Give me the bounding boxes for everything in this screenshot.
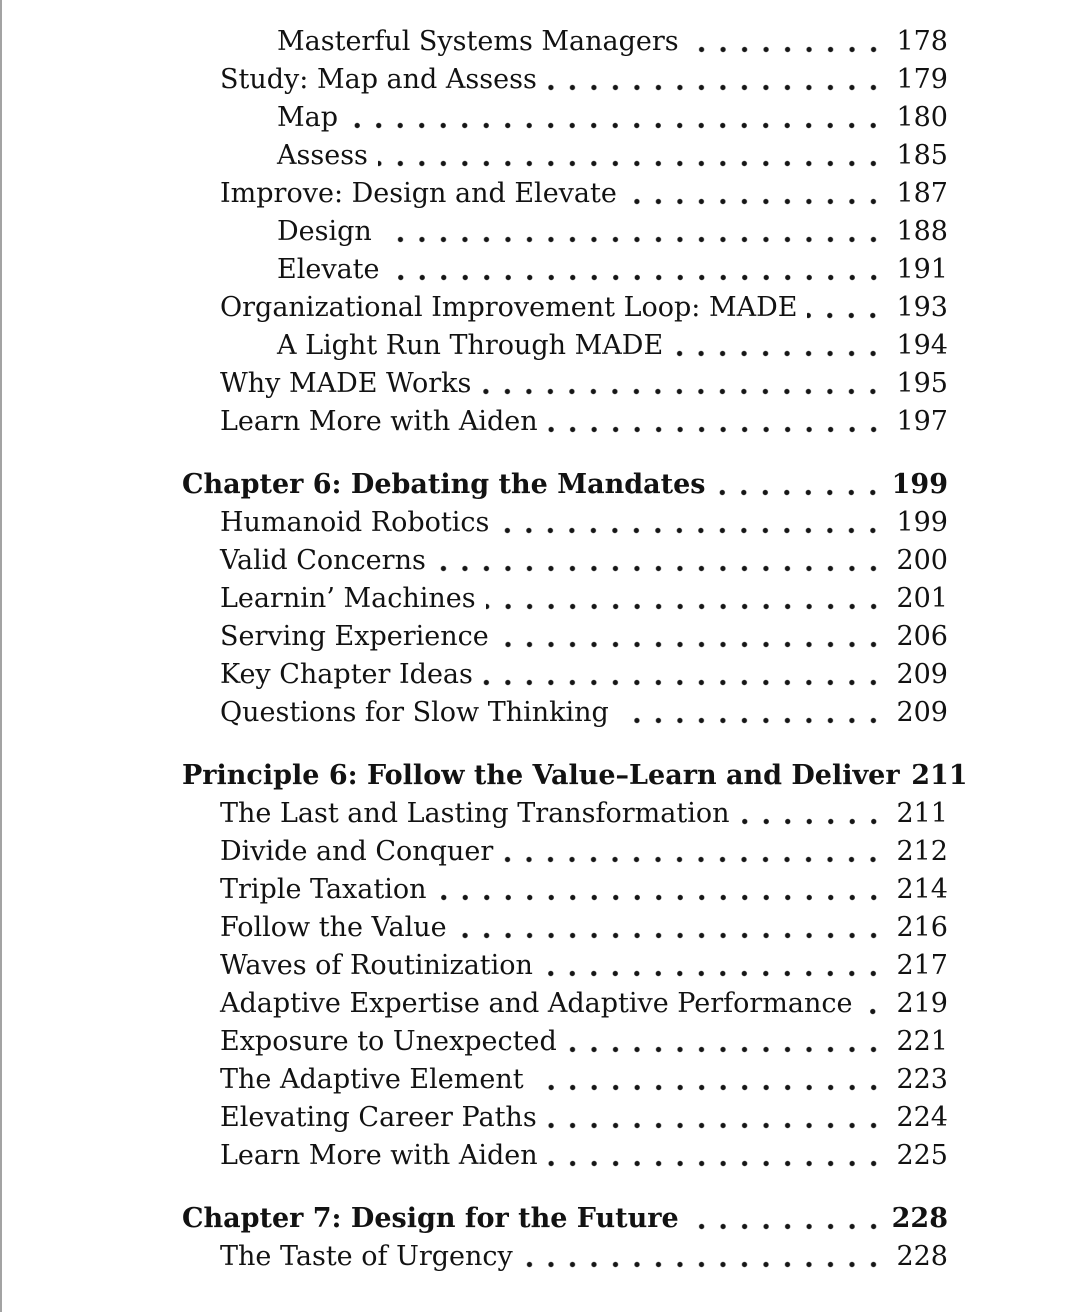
dot-leader <box>390 251 890 289</box>
toc-entry <box>182 61 948 99</box>
toc-entry-label: Principle 6: Follow the Value–Learn and Deliver <box>182 760 900 791</box>
toc-entry <box>182 1061 948 1099</box>
toc-entry-page-number: 221 <box>896 1026 948 1057</box>
toc-entry-page-number: 216 <box>896 912 948 943</box>
dot-leader <box>548 403 890 441</box>
toc-entry-label: Learn More with Aiden <box>220 406 538 437</box>
toc-entry <box>182 289 948 327</box>
toc-entry-page-number: 195 <box>896 368 948 399</box>
toc-entry-label: Divide and Conquer <box>220 836 494 867</box>
toc-entry <box>182 871 948 909</box>
toc-entry-page-number: 180 <box>896 102 948 133</box>
toc-entry-page-number: 219 <box>896 988 948 1019</box>
toc-entry-page-number: 211 <box>911 760 968 791</box>
dot-leader <box>715 466 890 504</box>
dot-leader <box>348 99 890 137</box>
dot-leader <box>503 833 890 871</box>
toc-entry-label: Masterful Systems Managers <box>277 26 679 57</box>
toc-entry <box>182 1137 948 1175</box>
toc-entry-page-number: 199 <box>896 507 948 538</box>
toc-entry <box>182 403 948 441</box>
toc-entry <box>182 213 948 251</box>
dot-leader <box>567 1023 890 1061</box>
toc-entry <box>182 504 948 542</box>
toc-entry-label: Waves of Routinization <box>220 950 533 981</box>
toc-entry <box>182 618 948 656</box>
toc-entry-label: Assess <box>277 140 368 171</box>
toc-entry-page-number: 187 <box>896 178 948 209</box>
toc-entry-label: Follow the Value <box>220 912 447 943</box>
toc-entry-page-number: 225 <box>896 1140 948 1171</box>
toc-entry-label: Valid Concerns <box>220 545 426 576</box>
dot-leader <box>673 327 890 365</box>
toc-entry-page-number: 188 <box>896 216 948 247</box>
dot-leader <box>548 1137 890 1175</box>
toc-entry <box>182 466 948 504</box>
toc-entry-label: Map <box>277 102 339 133</box>
toc-entry-page-number: 194 <box>896 330 948 361</box>
dot-leader <box>862 985 890 1023</box>
toc-entry-label: Serving Experience <box>220 621 489 652</box>
dot-leader <box>382 213 890 251</box>
toc-entry-label: Chapter 7: Design for the Future <box>182 1203 679 1234</box>
toc-entry-label: Study: Map and Assess <box>220 64 537 95</box>
dot-leader <box>499 504 890 542</box>
toc-entry <box>182 656 948 694</box>
dot-leader <box>483 656 890 694</box>
toc-entry-label: The Taste of Urgency <box>220 1241 513 1272</box>
toc-entry-page-number: 211 <box>896 798 948 829</box>
toc-entry <box>182 175 948 213</box>
dot-leader <box>547 1099 890 1137</box>
toc-group <box>182 1200 948 1276</box>
toc-entry-label: Adaptive Expertise and Adaptive Performance <box>220 988 853 1019</box>
dot-leader <box>740 795 891 833</box>
dot-leader <box>543 947 890 985</box>
dot-leader <box>619 694 890 732</box>
toc-entry-label: Triple Taxation <box>220 874 427 905</box>
dot-leader <box>457 909 890 947</box>
toc-entry-label: Learn More with Aiden <box>220 1140 538 1171</box>
toc-entry-page-number: 223 <box>896 1064 948 1095</box>
dot-leader <box>627 175 890 213</box>
toc-entry-label: Learnin’ Machines <box>220 583 476 614</box>
toc-entry-page-number: 212 <box>896 836 948 867</box>
toc-entry <box>182 365 948 403</box>
toc-entry <box>182 1200 948 1238</box>
toc-entry-page-number: 209 <box>896 659 948 690</box>
toc-entry-page-number: 201 <box>896 583 948 614</box>
toc-group <box>182 23 948 441</box>
toc-entry-page-number: 191 <box>896 254 948 285</box>
dot-leader <box>689 23 890 61</box>
toc-entry-label: Key Chapter Ideas <box>220 659 473 690</box>
toc-entry <box>182 985 948 1023</box>
dot-leader <box>534 1061 890 1099</box>
toc-entry-page-number: 209 <box>896 697 948 728</box>
toc-entry <box>182 833 948 871</box>
toc-entry <box>182 1023 948 1061</box>
toc-entry <box>182 99 948 137</box>
dot-leader <box>436 542 890 580</box>
toc-entry-label: Organizational Improvement Loop: MADE <box>220 292 798 323</box>
toc-entry-label: The Last and Lasting Transformation <box>220 798 730 829</box>
toc-entry-label: Improve: Design and Elevate <box>220 178 617 209</box>
toc-entry-page-number: 217 <box>896 950 948 981</box>
toc-entry <box>182 251 948 289</box>
toc-entry <box>182 909 948 947</box>
toc-entry-page-number: 214 <box>896 874 948 905</box>
toc-entry <box>182 947 948 985</box>
toc-entry-page-number: 206 <box>896 621 948 652</box>
toc-entry <box>182 23 948 61</box>
toc-entry <box>182 757 968 795</box>
toc-entry-label: Elevating Career Paths <box>220 1102 537 1133</box>
toc-entry-page-number: 200 <box>896 545 948 576</box>
toc-group <box>182 466 948 732</box>
toc-entry-label: Questions for Slow Thinking <box>220 697 609 728</box>
toc-entry <box>182 542 948 580</box>
page-left-edge-line <box>0 0 2 1312</box>
toc-entry-page-number: 179 <box>896 64 948 95</box>
toc-entry-label: Chapter 6: Debating the Mandates <box>182 469 706 500</box>
toc-entry <box>182 580 948 618</box>
toc-entry-label: The Adaptive Element <box>220 1064 524 1095</box>
dot-leader <box>689 1200 890 1238</box>
toc-entry-label: Exposure to Unexpected <box>220 1026 557 1057</box>
toc-entry-page-number: 228 <box>896 1241 948 1272</box>
toc-entry-page-number: 185 <box>896 140 948 171</box>
toc-entry-label: A Light Run Through MADE <box>277 330 664 361</box>
toc-entry <box>182 1238 948 1276</box>
toc-entry-label: Design <box>277 216 372 247</box>
toc-entry-page-number: 178 <box>896 26 948 57</box>
toc-entry-page-number: 224 <box>896 1102 948 1133</box>
toc-entry <box>182 137 948 175</box>
toc-entry-page-number: 199 <box>891 469 948 500</box>
dot-leader <box>807 289 890 327</box>
dot-leader <box>378 137 890 175</box>
toc-entry-page-number: 193 <box>896 292 948 323</box>
toc-entry <box>182 795 948 833</box>
toc-entry <box>182 694 948 732</box>
dot-leader <box>523 1238 890 1276</box>
toc-entry-label: Why MADE Works <box>220 368 472 399</box>
toc-entry <box>182 327 948 365</box>
toc-group <box>182 757 968 1175</box>
toc-entry-label: Humanoid Robotics <box>220 507 490 538</box>
toc-entry-page-number: 228 <box>891 1203 948 1234</box>
table-of-contents <box>182 0 968 1276</box>
dot-leader <box>481 365 890 403</box>
dot-leader <box>486 580 890 618</box>
toc-entry-label: Elevate <box>277 254 380 285</box>
dot-leader <box>437 871 891 909</box>
toc-entry-page-number: 197 <box>896 406 948 437</box>
dot-leader <box>499 618 890 656</box>
dot-leader <box>547 61 890 99</box>
toc-entry <box>182 1099 948 1137</box>
